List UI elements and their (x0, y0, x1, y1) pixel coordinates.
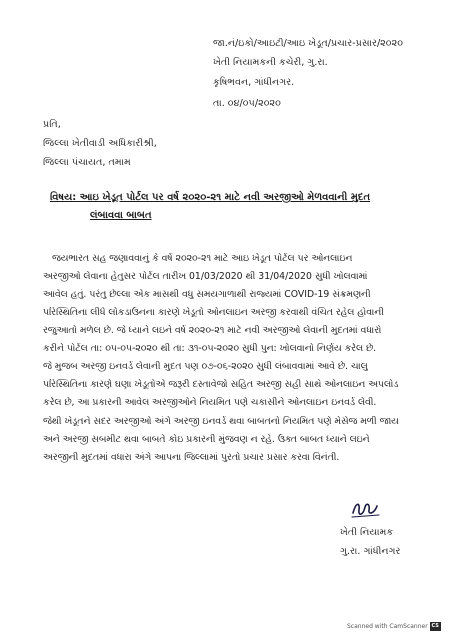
reference-number: જા.નં/ઇકો/આઇટી/આઇ ખેડૂત/પ્રચાર-પ્રસાર/૨૦૨૦ (213, 38, 403, 49)
body-line: આવેલ હતું. પરંતુ છેલ્લા એક માસથી વધુ સમયગાળાથી રાજ્યમાં COVID-19 સંક્રમણની (43, 289, 371, 300)
scanner-watermark (347, 622, 441, 631)
body-line: જયભારત સહ જણાવવાનું કે વર્ષ ૨૦૨૦-૨૧ માટે આઇ ખેડૂત પોર્ટલ પર ઓનલાઇન (52, 253, 353, 264)
recipient-line-2: જિલ્લા પંચાયત, તમામ (43, 157, 131, 168)
subject-line-1: વિષય: આઇ ખેડૂત પોર્ટલ પર વર્ષ ૨૦૨૦-૨૧ માટે નવી અરજીઓ મેળવવાની મુદત (50, 192, 371, 203)
recipient-line-1: જિલ્લા ખેતીવાડી અધિકારીશ્રી, (43, 138, 157, 149)
body-line: પરિસ્થિતિના કારણે ઘણા ખેડૂતોએ જરૂરી દસ્તાવેજો સહિત અરજી સહી સાથે ઓનલાઇન અપલોડ (43, 379, 399, 390)
body-line: રજુઆતો મળેલ છે. જે ધ્યાને લઇને વર્ષ ૨૦૨૦-૨૧ માટે નવી અરજીઓ લેવાની મુદતમાં વધારો (43, 325, 382, 336)
letter-date: તા. ૦૪/૦૫/૨૦૨૦ (213, 98, 281, 109)
recipient-salutation: પ્રતિ, (43, 119, 61, 130)
office-building: કૃષિભવન, ગાંધીનગર. (213, 77, 295, 88)
office-name: ખેતી નિયામકની કચેરી, ગુ.રા. (213, 57, 328, 68)
body-line: કરીને પોર્ટલ તા: ૦૫-૦૫-૨૦૨૦ થી તા: ૩૧-૦૫-૨૦૨૦ સુધી પુન: ખોલવાનો નિર્ણય કરેલ છે. (43, 343, 377, 354)
body-line: અરજીની મુદતમાં વધારા અંગે આપના જિલ્લામાં પુરતો પ્રચાર પ્રસાર કરવા વિનંતી. (43, 452, 340, 463)
body-line: પરિસ્થિતિના લીધે લોકડાઉનના કારણે ખેડૂતો ઓનલાઇન અરજી કરવાથી વંચિત રહેલ હોવાની (43, 307, 384, 318)
camscanner-logo-icon: CS (431, 623, 439, 629)
body-line: અને અરજી સબમીટ થવા બાબતે કોઇ પ્રકારની મુંજવણ ન રહે. ઉક્ત બાબત ધ્યાને લઇને (43, 434, 370, 445)
scanner-text: Scanned with CamScanner (347, 623, 428, 630)
body-line: કરેલ છે, આ પ્રકારની આવેલ અરજીઓને નિયમિત પણે ચકાસીને ઓનલાઇન ઇનવર્ડ લેવી. (43, 397, 377, 408)
subject-line-2: લંબાવવા બાબત (90, 210, 152, 221)
footer-area (0, 598, 469, 640)
body-line: જે મુજબ અરજી ઇનવર્ડ લેવાની મુદત પણ ૦૭-૦૬-૨૦૨૦ સુધી લંબાવવામાં આવે છે. ચાલુ (43, 361, 368, 372)
signatory-place: ગુ.રા. ગાંધીનગર (340, 546, 401, 557)
signatory-title: ખેતી નિયામક (340, 527, 394, 538)
body-line: જેથી ખેડૂતને સદર અરજીઓ અંગે અરજી ઇનવર્ડ થવા બાબતનો નિયમિત પણે મેસેજ મળી જાય (43, 416, 399, 427)
body-line: અરજીઓ લેવાના હેતુસર પોર્ટલ તારીખ 01/03/2020 થી 31/04/2020 સુધી ખોલવામાં (43, 271, 368, 282)
signature-scribble (350, 498, 382, 520)
